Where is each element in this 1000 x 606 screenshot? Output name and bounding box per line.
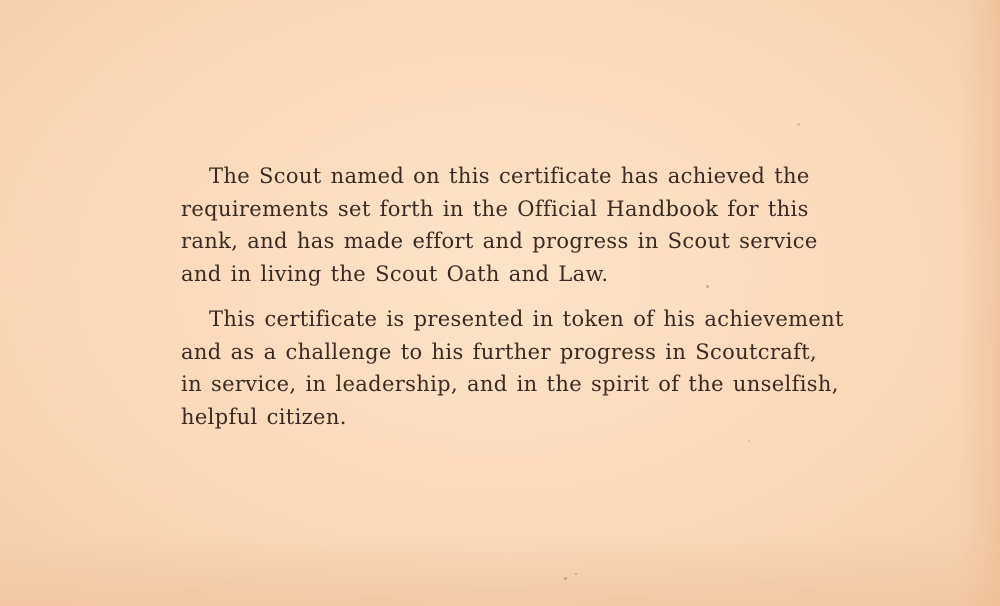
text-line: in service, in leadership, and in the spirit of the unselfish,	[181, 372, 839, 396]
text-line: and as a challenge to his further progress in Scoutcraft,	[181, 339, 818, 364]
achievement-paragraph	[181, 160, 833, 290]
paper-speck	[575, 573, 577, 575]
paper-edge-shading-bottom	[0, 536, 1000, 606]
text-line: The Scout named on this certificate has achieved the	[209, 164, 810, 188]
certificate-statement	[181, 160, 844, 433]
text-line: requirements set forth in the Official Handbook for this	[181, 196, 809, 221]
paper-speck	[564, 577, 567, 580]
paper-speck	[797, 123, 800, 126]
text-line: helpful citizen.	[181, 404, 347, 429]
paper-edge-shading-right	[958, 0, 1000, 606]
paper-speck	[748, 440, 750, 442]
text-line: This certificate is presented in token of his achievement	[209, 307, 844, 331]
challenge-paragraph	[181, 303, 844, 433]
text-line: and in living the Scout Oath and Law.	[181, 261, 609, 286]
text-line: rank, and has made effort and progress in Scout service	[181, 229, 818, 253]
